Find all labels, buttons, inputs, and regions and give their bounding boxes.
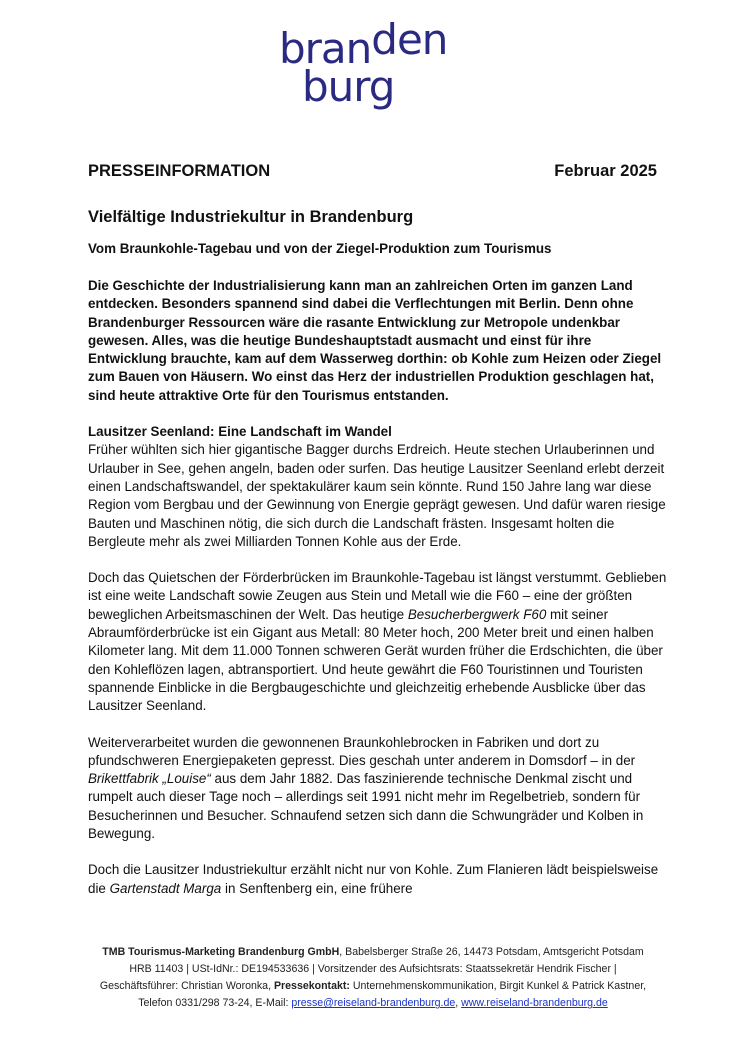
paragraph-text: Doch das Quietschen der Förderbrücken im Braunkohle-Tagebau ist längst verstummt. Geblieben ist eine weite Landschaft sowie Zeugen aus Stein und Metall wie die F60 – eine der größten beweglichen Arbeitsmaschinen der Welt. Das heutige — [88, 570, 667, 622]
footer-website-link[interactable]: www.reiseland-brandenburg.de — [461, 997, 608, 1010]
brandenburg-logo — [279, 15, 469, 111]
press-label: PRESSEINFORMATION — [88, 162, 271, 180]
document-title: Vielfältige Industriekultur in Brandenburg — [88, 208, 414, 226]
footer-email-link[interactable]: presse@reiseland-brandenburg.de — [291, 997, 456, 1010]
document-subtitle: Vom Braunkohle-Tagebau und von der Ziegel-Produktion zum Tourismus — [88, 241, 552, 256]
paragraph-text: Weiterverarbeitet wurden die gewonnenen Braunkohlebrocken in Fabriken und dort zu pfundschweren Energiepaketen gepresst. Dies geschah unter anderem in Domsdorf – in der — [88, 734, 636, 768]
footer-text: Unternehmenskommunikation, Birgit Kunkel & Patrick Kastner, Telefon 0331/298 73-24, E-Mail: — [138, 980, 647, 1010]
emphasis-text: Besucherbergwerk F60 — [407, 606, 547, 622]
footer-company: TMB Tourismus-Marketing Brandenburg GmbH — [102, 946, 340, 958]
paragraph-text: aus dem Jahr 1882. Das faszinierende technische Denkmal zischt und rumpelt auch dieser Tage noch – allerdings seit 1991 nicht mehr im Regelbetrieb, sondern für Besucherinnen und Besucher. Schnaufend setzen sich dann die Schwungräder und Kolben in Bewegung. — [88, 771, 644, 842]
emphasis-text: Brikettfabrik „Louise“ — [88, 771, 211, 787]
emphasis-text: Gartenstadt Marga — [109, 880, 222, 896]
section-paragraph-3 — [88, 734, 668, 844]
document-footer — [90, 944, 656, 1012]
paragraph-text: mit seiner Abraumförderbrücke ist ein Gigant aus Metall: 80 Meter hoch, 200 Meter breit und einen halben Kilometer lang. Mit dem 11.000 Tonnen schweren Gerät wurden früher die Erdschichten, die über den Kohleflözen lagen, abtransportiert. Und heute gewährt die F60 Touristinnen und Touristen spannende Einblicke in die Bergbaugeschichte und gleichzeitig erhebende Ausblicke über das Lausitzer Seenland. — [88, 606, 663, 714]
paragraph-text: in Senftenberg ein, eine frühere — [221, 880, 413, 896]
section-paragraph-1 — [88, 423, 668, 551]
paragraph-text: Früher wühlten sich hier gigantische Bagger durchs Erdreich. Heute stechen Urlauberinnen und Urlauber in See, gehen angeln, baden oder surfen. Das heutige Lausitzer Seenland erlebt derzeit einen Landschaftswandel, der spektakulärer kaum sein könnte. Rund 150 Jahre lang war diese Region vom Bergbau und der Gewinnung von Energie geprägt gewesen. Und dafür waren riesige Bauten und Maschinen nötig, die sich durch die Landschaft frästen. Insgesamt holten die Bergleute mehr als zwei Milliarden Tonnen Kohle aus der Erde. — [88, 442, 666, 549]
logo-text-bran: bran — [279, 24, 372, 73]
logo-text-den: den — [371, 15, 448, 64]
lead-paragraph: Die Geschichte der Industrialisierung kann man an zahlreichen Orten im ganzen Land entdecken. Besonders spannend sind dabei die Verflechtungen mit Berlin. Denn ohne Brandenburger Ressourcen wäre die rasante Entwicklung zur Metropole undenkbar gewesen. Alles, was die heutige Bundeshauptstadt ausmacht und einst für ihre Entwicklung brauchte, kam auf dem Wasserweg dorthin: ob Kohle zum Heizen oder Ziegel zum Bauen von Häusern. Wo einst das Herz der industriellen Produktion geschlagen hat, sind heute attraktive Orte für den Tourismus entstanden. — [88, 278, 662, 403]
section-paragraph-2 — [88, 569, 668, 715]
footer-text: , Babelsberger Straße 26, 14473 Potsdam, Amtsgericht Potsdam HRB 11403 | USt-IdNr.: DE194533636 | Vorsitzender des Aufsichtsrats: Staatssekretär Hendrik Fischer | Geschäftsführer: Christian Woronka, — [99, 946, 644, 993]
press-date: Februar 2025 — [554, 162, 657, 180]
logo-line-2: burg — [302, 62, 395, 111]
section-paragraph-4 — [88, 861, 668, 898]
document-body — [88, 277, 668, 916]
footer-press-contact-label: Pressekontakt: — [273, 980, 350, 993]
section-heading: Lausitzer Seenland: Eine Landschaft im Wandel — [88, 424, 392, 440]
paragraph-text: Doch die Lausitzer Industriekultur erzählt nicht nur von Kohle. Zum Flanieren lädt beispielsweise die — [88, 862, 659, 896]
footer-separator: , — [455, 997, 462, 1010]
